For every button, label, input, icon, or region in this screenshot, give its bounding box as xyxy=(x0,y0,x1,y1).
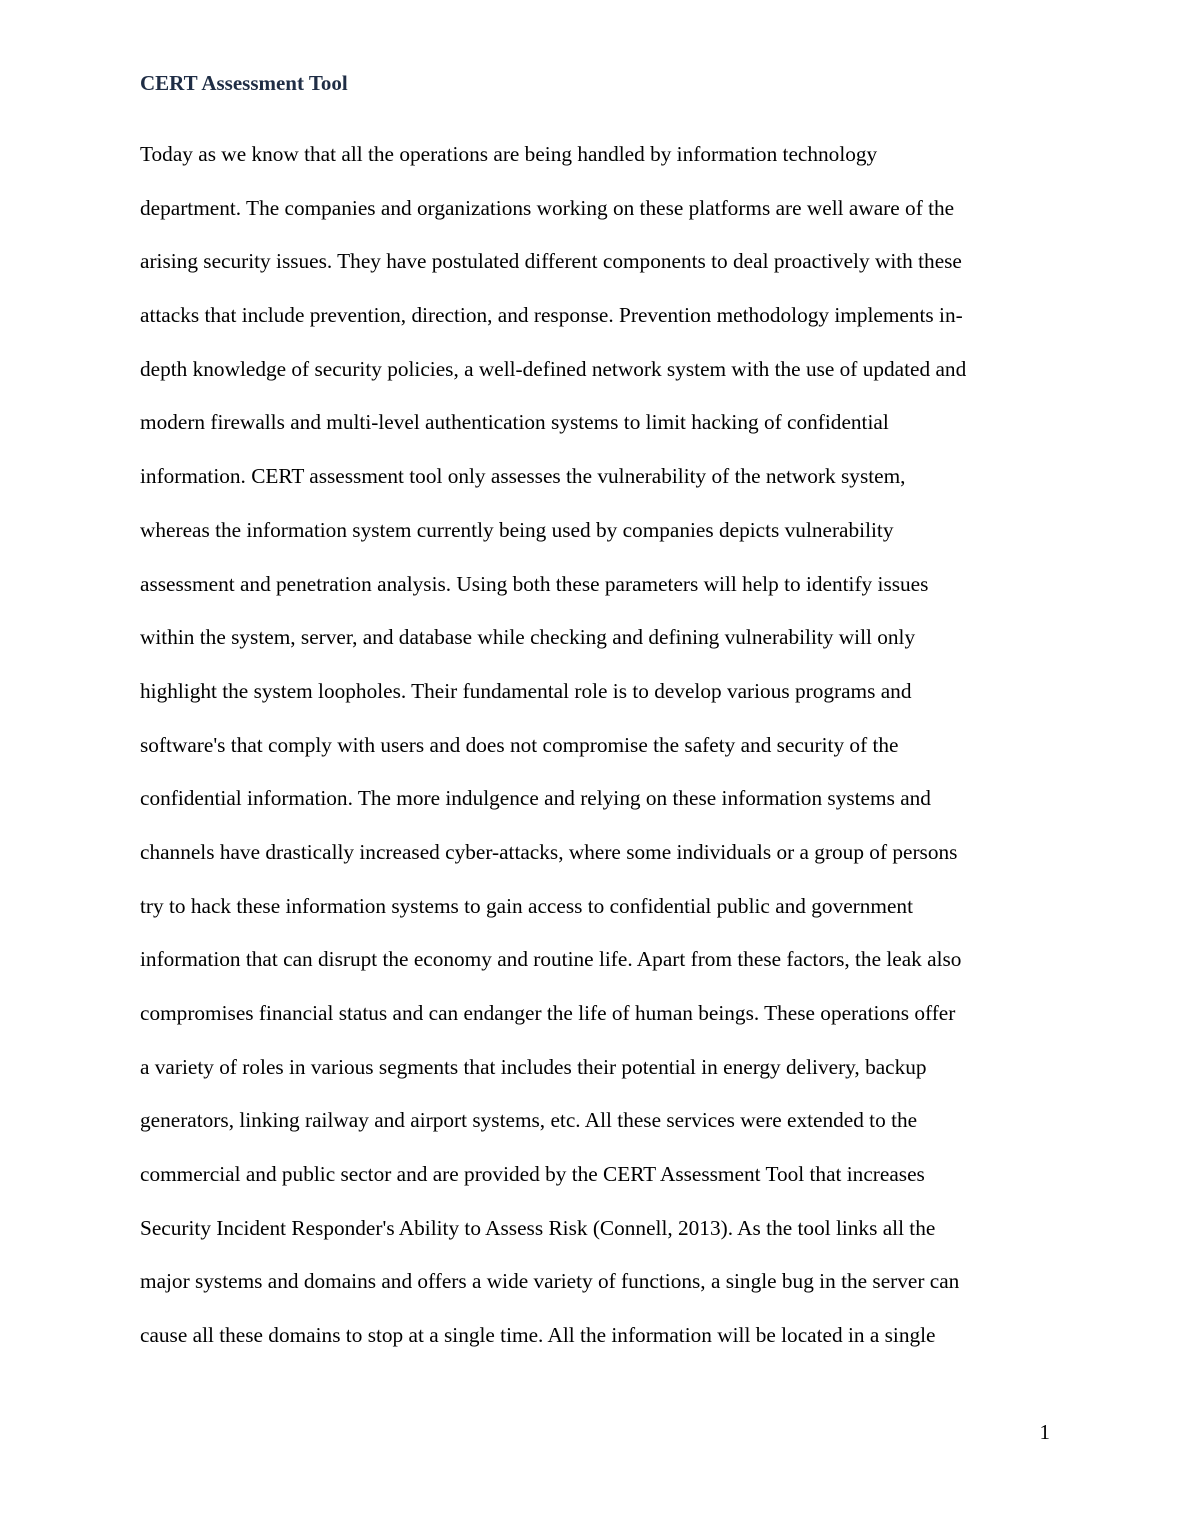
paragraph-line: within the system, server, and database while checking and defining vulnerability will only xyxy=(140,625,916,650)
paragraph-line: cause all these domains to stop at a single time. All the information will be located in a single xyxy=(140,1323,936,1348)
paragraph-line: information. CERT assessment tool only assesses the vulnerability of the network system, xyxy=(140,464,906,489)
paragraph-line: highlight the system loopholes. Their fundamental role is to develop various programs and xyxy=(140,678,912,703)
paragraph-line: information that can disrupt the economy and routine life. Apart from these factors, the leak also xyxy=(140,947,962,972)
document-heading: CERT Assessment Tool xyxy=(140,71,348,95)
paragraph-line: attacks that include prevention, direction, and response. Prevention methodology implements in- xyxy=(140,303,963,328)
paragraph-line: generators, linking railway and airport systems, etc. All these services were extended to the xyxy=(140,1108,918,1133)
paragraph-line: confidential information. The more indulgence and relying on these information systems and xyxy=(140,786,931,811)
paragraph-line: department. The companies and organizations working on these platforms are well aware of the xyxy=(140,195,955,220)
paragraph-line: commercial and public sector and are provided by the CERT Assessment Tool that increases xyxy=(140,1162,925,1187)
paragraph-line: assessment and penetration analysis. Using both these parameters will help to identify issues xyxy=(140,571,929,596)
paragraph-line: a variety of roles in various segments that includes their potential in energy delivery, backup xyxy=(140,1054,927,1079)
paragraph-line: software's that comply with users and does not compromise the safety and security of the xyxy=(140,732,899,757)
paragraph-line: channels have drastically increased cyber-attacks, where some individuals or a group of persons xyxy=(140,839,958,864)
body-paragraph xyxy=(140,140,1070,1375)
paragraph-line: try to hack these information systems to gain access to confidential public and government xyxy=(140,893,913,918)
paragraph-line: Today as we know that all the operations are being handled by information technology xyxy=(140,142,878,166)
paragraph-line: major systems and domains and offers a wide variety of functions, a single bug in the server can xyxy=(140,1269,960,1294)
paragraph-line: whereas the information system currently being used by companies depicts vulnerability xyxy=(140,517,894,542)
paragraph-line: depth knowledge of security policies, a well-defined network system with the use of updated and xyxy=(140,356,967,381)
paragraph-line: modern firewalls and multi-level authentication systems to limit hacking of confidential xyxy=(140,410,889,435)
paragraph-line: arising security issues. They have postulated different components to deal proactively with these xyxy=(140,249,962,274)
paragraph-line: compromises financial status and can endanger the life of human beings. These operations offer xyxy=(140,1001,956,1025)
paragraph-line: Security Incident Responder's Ability to Assess Risk (Connell, 2013). As the tool links all the xyxy=(140,1215,936,1240)
page-number: 1 xyxy=(1039,1420,1050,1444)
